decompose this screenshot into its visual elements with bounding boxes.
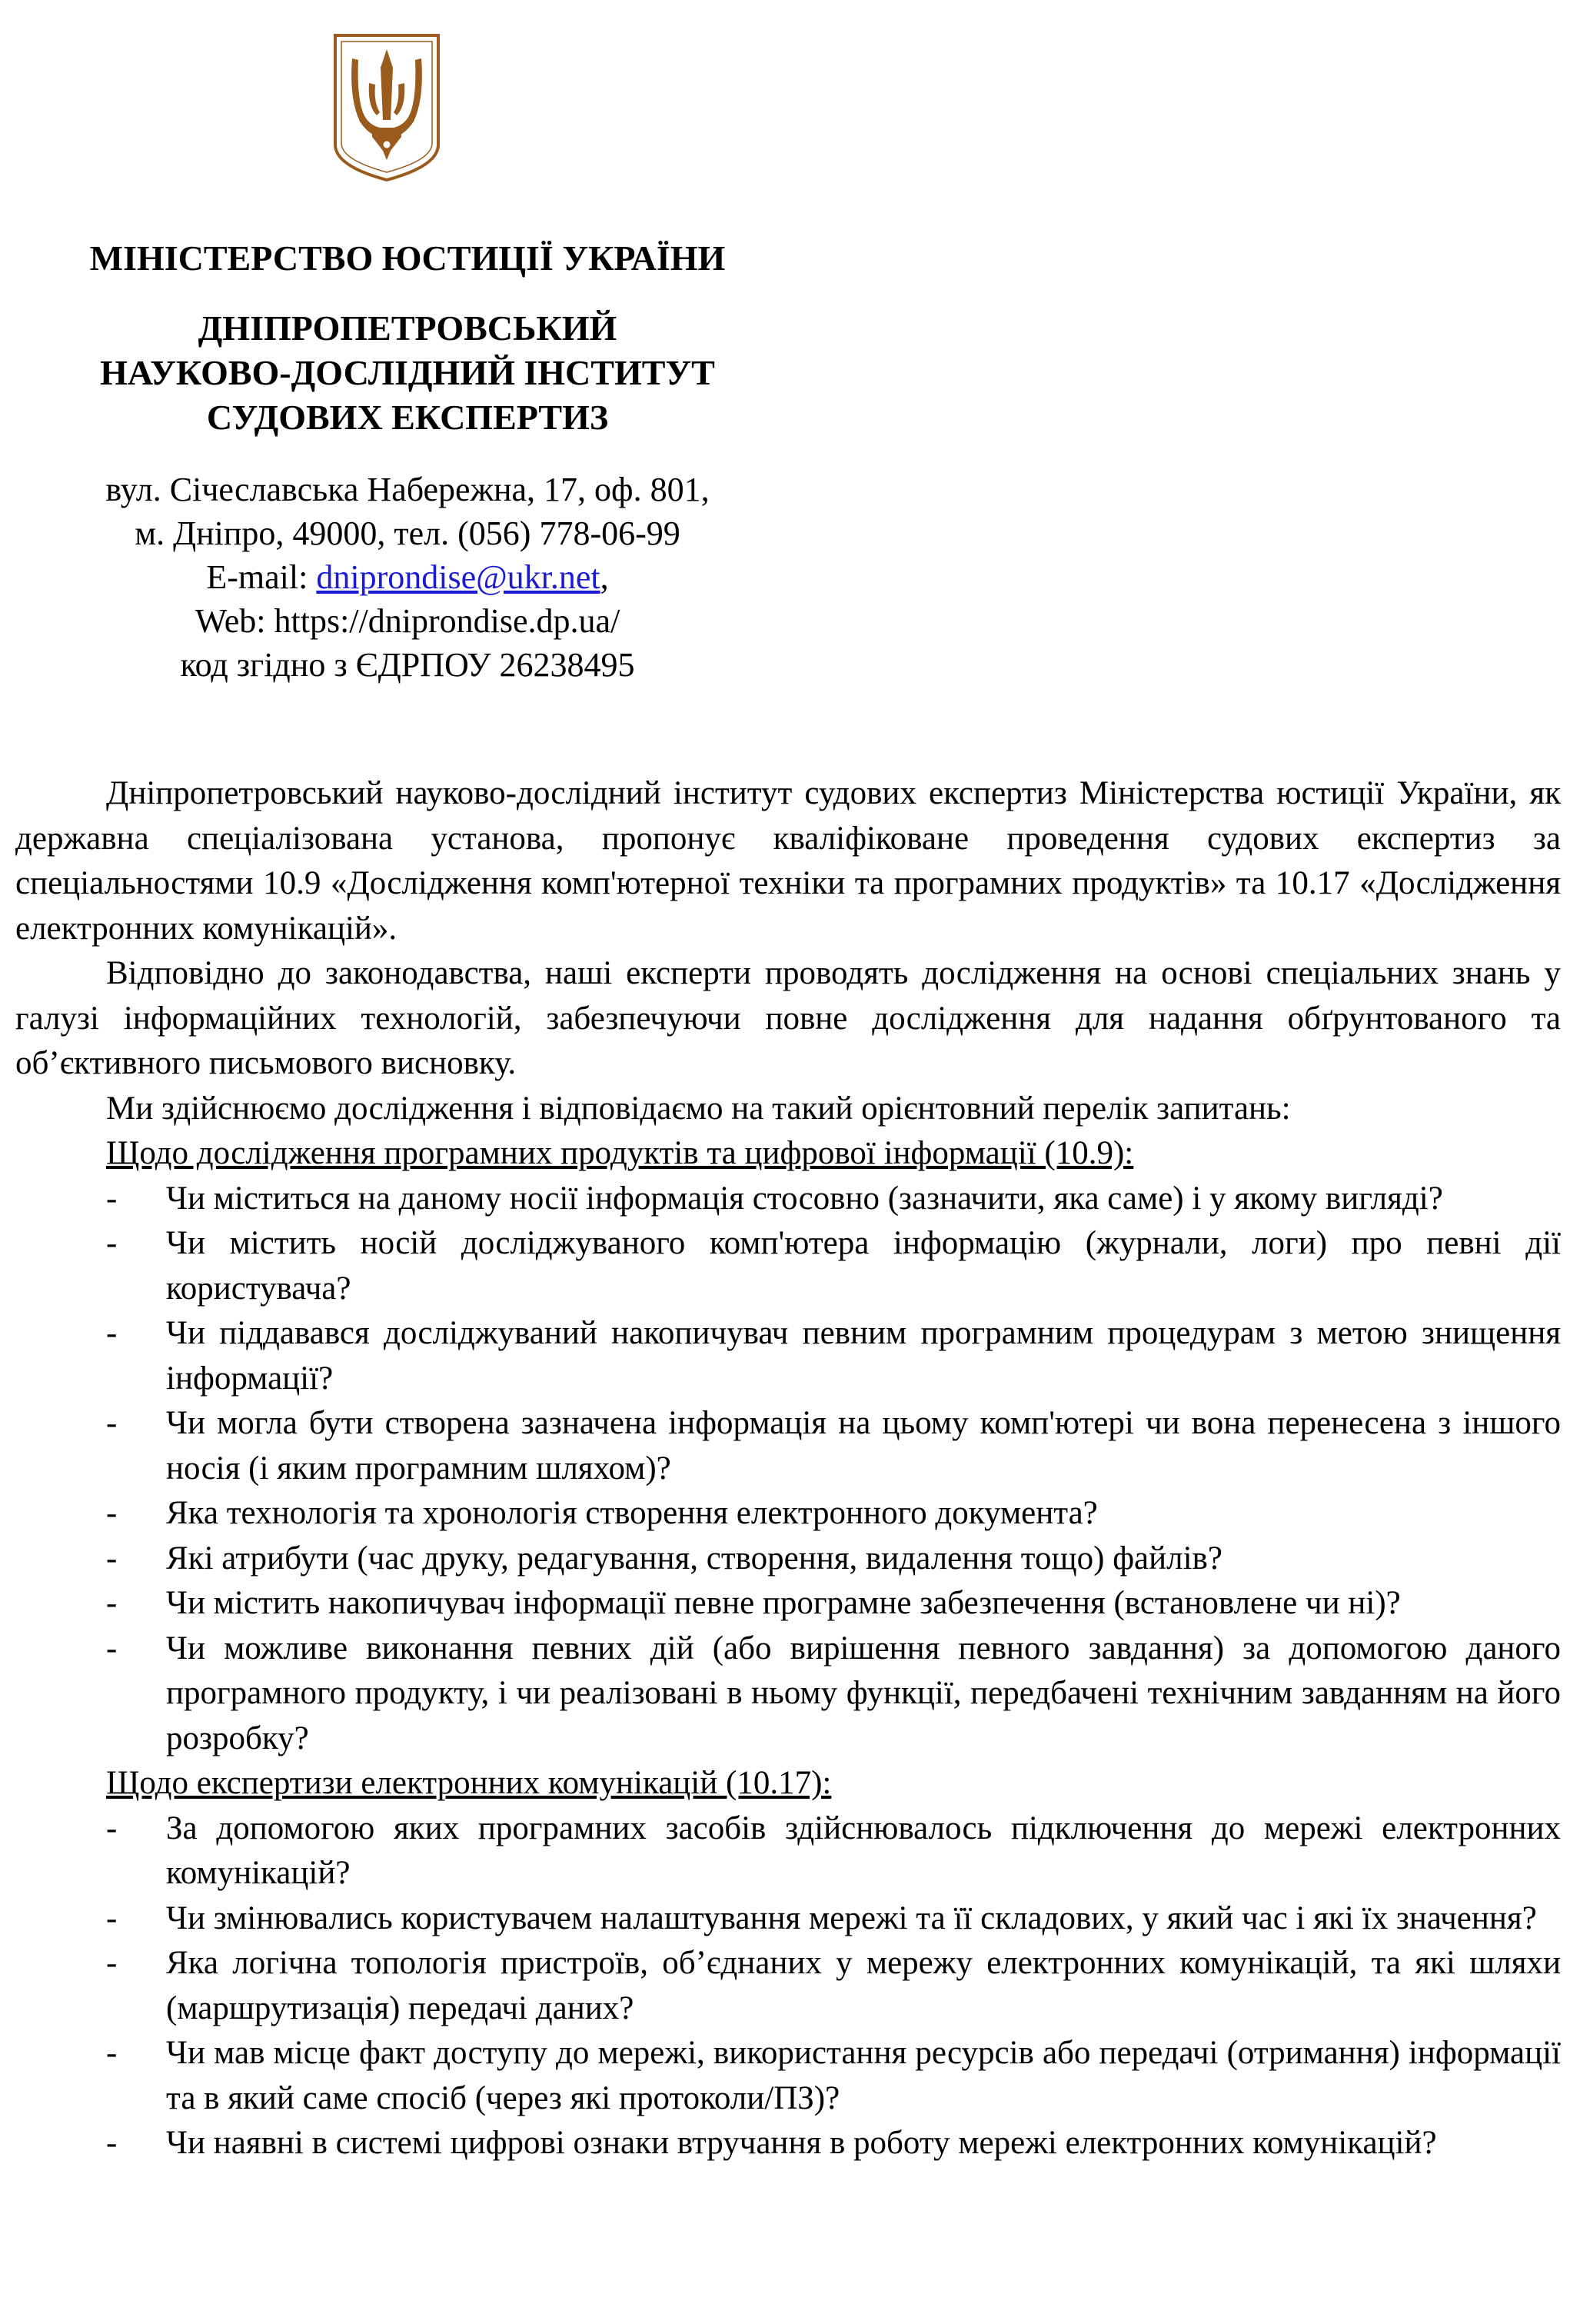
list-item xyxy=(15,1626,1561,1762)
question-text: Чи піддавався досліджуваний накопичувач певним програмним процедурам з метою знищення інформації? xyxy=(166,1315,1561,1397)
question-text: Чи містить накопичувач інформації певне програмне забезпечення (встановлене чи ні)? xyxy=(166,1585,1401,1621)
list-item xyxy=(15,2121,1561,2166)
question-text: Чи могла бути створена зазначена інформація на цьому комп'ютері чи вона перенесена з іншого носія (і яким програмним шляхом)? xyxy=(166,1405,1561,1487)
question-text: Яка логічна топологія пристроїв, об’єднаних у мережу електронних комунікацій, та які шляхи (маршрутизація) передачі даних? xyxy=(166,1945,1561,2026)
list-item xyxy=(15,2031,1561,2121)
question-text: Які атрибути (час друку, редагування, створення, видалення тощо) файлів? xyxy=(166,1540,1222,1577)
question-text: За допомогою яких програмних засобів здійснювалось підключення до мережі електронних комунікацій? xyxy=(166,1810,1561,1891)
list-item xyxy=(15,1177,1561,1222)
intro-paragraph: Дніпропетровський науково-дослідний інститут судових експертиз Міністерства юстиції України, як державна спеціалізована установа, пропонує кваліфіковане проведення судових експертиз за спеціальностями 10.9 «Дослідження комп'ютерної техніки та програмних продуктів» та 10.17 «Дослідження електронних комунікацій». xyxy=(15,775,1561,947)
question-text: Чи містить носій досліджуваного комп'ютера інформацію (журнали, логи) про певні дії користувача? xyxy=(166,1225,1561,1307)
list-intro: Ми здійснюємо дослідження і відповідаємо на такий орієнтовний перелік запитань: xyxy=(106,1090,1291,1127)
bullet-dash: - xyxy=(106,2035,118,2071)
bullet-dash: - xyxy=(106,1585,118,1621)
question-text: Чи міститься на даному носії інформація стосовно (зазначити, яка саме) і у якому вигляді? xyxy=(166,1180,1443,1217)
question-list-10-9 xyxy=(15,1177,1561,1762)
contact-block xyxy=(31,468,784,687)
email-suffix: , xyxy=(600,558,609,596)
legal-paragraph: Відповідно до законодавства, наші експерти проводять дослідження на основі спеціальних знань у галузі інформаційних технологій, забезпечуючи повне дослідження для надання обґрунтованого та об’єктивного письмового висновку. xyxy=(15,955,1561,1081)
list-item xyxy=(15,1941,1561,2031)
email-link[interactable]: dniprondise@ukr.net xyxy=(316,558,600,596)
email-line xyxy=(31,555,784,599)
bullet-dash: - xyxy=(106,1225,118,1261)
section-heading-10-17: Щодо експертизи електронних комунікацій (10.17): xyxy=(106,1765,832,1801)
question-text: Чи мав місце факт доступу до мережі, використання ресурсів або передачі (отримання) інформації та в який саме спосіб (через які протоколи/ПЗ)? xyxy=(166,2035,1561,2116)
tryzub-coat-of-arms-icon xyxy=(329,29,444,183)
question-list-10-17 xyxy=(15,1806,1561,2166)
list-item xyxy=(15,1537,1561,1582)
list-item xyxy=(15,1581,1561,1626)
list-item xyxy=(15,1401,1561,1491)
institute-name-line: СУДОВИХ ЕКСПЕРТИЗ xyxy=(206,398,609,437)
list-item xyxy=(15,1221,1561,1311)
list-item xyxy=(15,1311,1561,1401)
section-heading-10-9: Щодо дослідження програмних продуктів та цифрової інформації (10.9): xyxy=(106,1135,1134,1171)
question-text: Чи наявні в системі цифрові ознаки втручання в роботу мережі електронних комунікацій? xyxy=(166,2125,1437,2161)
ministry-title: МІНІСТЕРСТВО ЮСТИЦІЇ УКРАЇНИ xyxy=(89,238,726,278)
email-label: E-mail: xyxy=(206,558,317,596)
bullet-dash: - xyxy=(106,1630,118,1666)
bullet-dash: - xyxy=(106,1315,118,1351)
bullet-dash: - xyxy=(106,2125,118,2161)
bullet-dash: - xyxy=(106,1405,118,1441)
list-item xyxy=(15,1491,1561,1537)
city-phone: м. Дніпро, 49000, тел. (056) 778-06-99 xyxy=(135,514,680,552)
list-item xyxy=(15,1896,1561,1942)
bullet-dash: - xyxy=(106,1810,118,1846)
bullet-dash: - xyxy=(106,1495,118,1531)
list-item xyxy=(15,1806,1561,1896)
question-text: Яка технологія та хронологія створення електронного документа? xyxy=(166,1495,1098,1531)
document-body xyxy=(15,771,1561,2166)
edrpou-code: код згідно з ЄДРПОУ 26238495 xyxy=(180,646,635,684)
institute-name-line: ДНІПРОПЕТРОВСЬКИЙ xyxy=(198,308,617,348)
institute-name-line: НАУКОВО-ДОСЛІДНИЙ ІНСТИТУТ xyxy=(100,353,715,392)
bullet-dash: - xyxy=(106,1540,118,1577)
street-address: вул. Січеславська Набережна, 17, оф. 801, xyxy=(105,471,710,508)
website: Web: https://dniprondise.dp.ua/ xyxy=(195,602,620,640)
bullet-dash: - xyxy=(106,1945,118,1981)
question-text: Чи можливе виконання певних дій (або вирішення певного завдання) за допомогою даного програмного продукту, і чи реалізовані в ньому функції, передбачені технічним завданням на його розробку? xyxy=(166,1630,1561,1756)
bullet-dash: - xyxy=(106,1180,118,1217)
bullet-dash: - xyxy=(106,1899,118,1936)
question-text: Чи змінювались користувачем налаштування мережі та її складових, у який час і які їх значення? xyxy=(166,1899,1537,1936)
institute-name xyxy=(31,306,784,440)
